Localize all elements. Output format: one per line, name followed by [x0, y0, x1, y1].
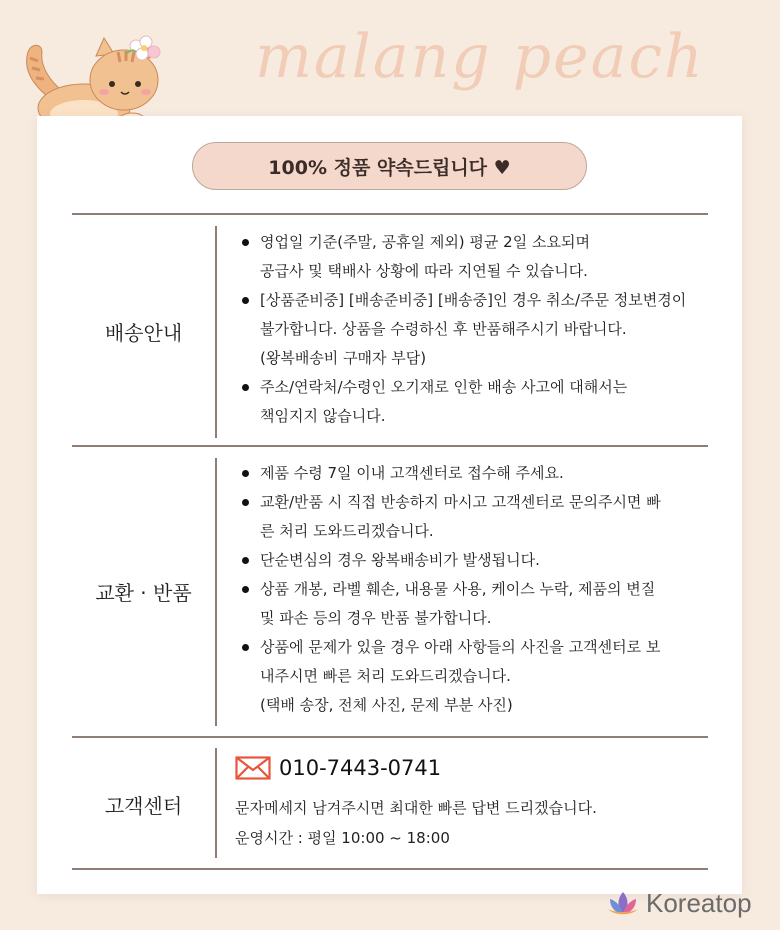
list-item: 단순변심의 경우 왕복배송비가 발생됩니다.	[242, 546, 712, 575]
koreatop-wordmark: Koreatop	[646, 888, 752, 918]
section-divider-1	[72, 445, 708, 447]
authentic-promise-banner: 100% 정품 약속드립니다 ♥	[192, 142, 587, 190]
section-divider-bottom	[72, 868, 708, 870]
info-card	[37, 116, 742, 894]
column-divider-shipping	[215, 226, 217, 438]
phone-number[interactable]: 010-7443-0741	[279, 756, 442, 780]
lotus-icon	[606, 889, 640, 919]
list-item: 교환/반품 시 직접 반송하지 마시고 고객센터로 문의주시면 빠 른 처리 도와드리겠습니다.	[242, 488, 712, 546]
list-item: 제품 수령 7일 이내 고객센터로 접수해 주세요.	[242, 459, 712, 488]
returns-info-list	[242, 459, 712, 720]
section-divider-top	[72, 213, 708, 215]
section-divider-2	[72, 736, 708, 738]
list-item: 상품에 문제가 있을 경우 아래 사항들의 사진을 고객센터로 보 내주시면 빠른 처리 도와드리겠습니다. (택배 송장, 전체 사진, 문제 부분 사진)	[242, 633, 712, 720]
phone-row	[235, 756, 441, 780]
list-item: [상품준비중] [배송준비중] [배송중]인 경우 취소/주문 정보변경이 불가합니다. 상품을 수령하신 후 반품해주시기 바랍니다. (왕복배송비 구매자 부담)	[242, 286, 712, 373]
column-divider-contact	[215, 748, 217, 858]
envelope-icon	[235, 756, 271, 780]
list-item: 주소/연락처/수령인 오기재로 인한 배송 사고에 대해서는 책임지지 않습니다.	[242, 373, 712, 431]
list-item: 영업일 기준(주말, 공휴일 제외) 평균 2일 소요되며 공급사 및 택배사 상황에 따라 지연될 수 있습니다.	[242, 228, 712, 286]
brand-title: malang peach	[255, 22, 705, 92]
contact-message-note: 문자메세지 남겨주시면 최대한 빠른 답변 드리겠습니다.	[235, 799, 597, 817]
section-title-contact: 고객센터	[104, 794, 183, 818]
section-title-returns: 교환 · 반품	[95, 581, 192, 605]
section-title-shipping: 배송안내	[104, 321, 183, 345]
shipping-info-list	[242, 228, 712, 431]
column-divider-returns	[215, 458, 217, 726]
koreatop-logo	[606, 888, 752, 919]
business-hours: 운영시간 : 평일 10:00 ~ 18:00	[235, 829, 450, 847]
list-item: 상품 개봉, 라벨 훼손, 내용물 사용, 케이스 누락, 제품의 변질 및 파손 등의 경우 반품 불가합니다.	[242, 575, 712, 633]
